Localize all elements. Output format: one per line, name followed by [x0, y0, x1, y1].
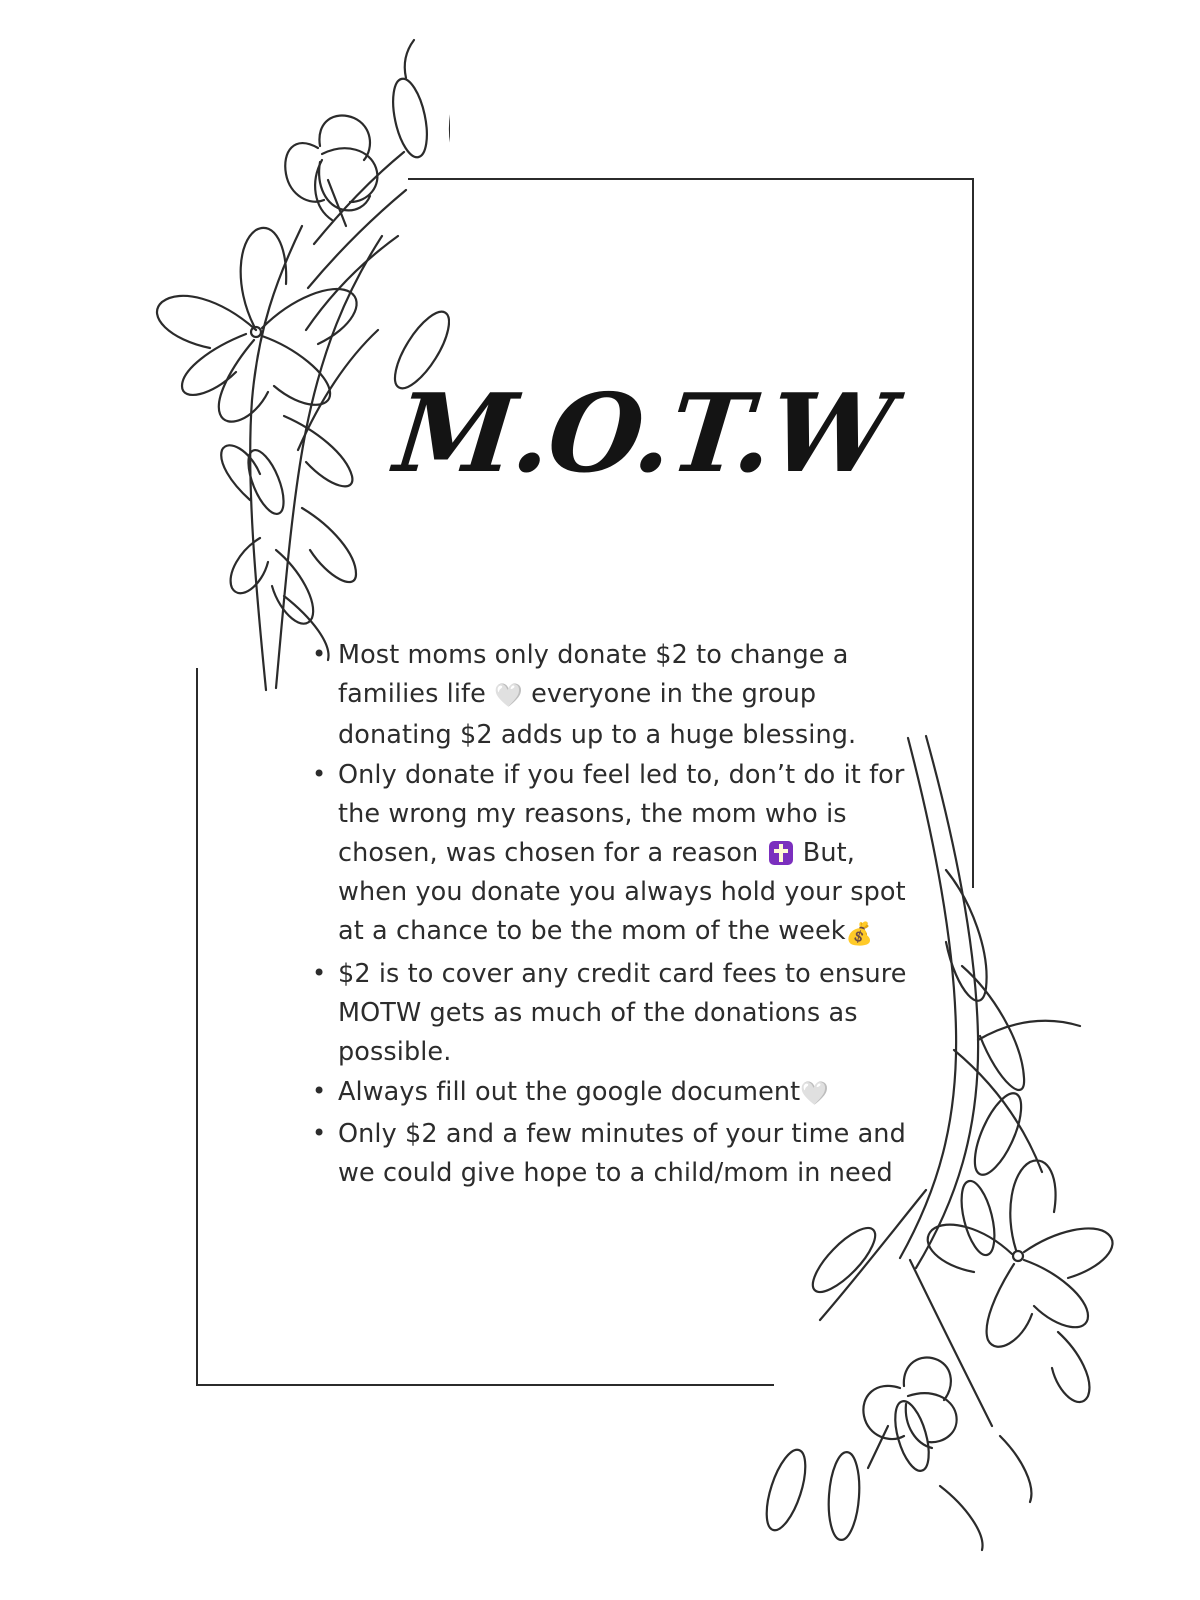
list-item-google-document — [338, 1073, 920, 1114]
white-heart-icon: 🤍 — [800, 1081, 830, 1107]
bullet-text-part: Most moms only donate $2 to change a families life — [338, 640, 849, 709]
list-item-donate-if-led — [338, 756, 920, 954]
list-item-credit-card-fees — [338, 955, 920, 1072]
bullet-list — [300, 636, 920, 1193]
list-item-hope-to-child — [338, 1115, 920, 1193]
bullet-text-part: everyone in the group donating $2 adds up to a huge blessing. — [338, 679, 857, 750]
bullet-text-part: $2 is to cover any credit card fees to ensure MOTW gets as much of the donations as possible. — [338, 959, 907, 1067]
list-item-donation-amount — [338, 636, 920, 755]
frame-left-line — [196, 668, 198, 1386]
frame-right-line — [972, 178, 974, 888]
white-heart-icon: 🤍 — [494, 683, 523, 709]
poster-content — [300, 371, 920, 1194]
page-title: M.O.T.W — [389, 371, 897, 497]
latin-cross-icon — [769, 841, 793, 865]
bullet-text-part: Only $2 and a few minutes of your time and we could give hope to a child/mom in need — [338, 1119, 906, 1188]
money-bag-icon: 💰 — [845, 922, 874, 947]
bullet-text-part: But, when you donate you always hold your spot at a chance to be the mom of the week — [338, 838, 906, 946]
frame-bottom-line — [196, 1384, 774, 1386]
bullet-text-part: Only donate if you feel led to, don’t do it for the wrong my reasons, the mom who is chosen, was chosen for a reason — [338, 760, 905, 868]
frame-top-line — [408, 178, 974, 180]
bullet-text-part: Always fill out the google document — [338, 1077, 801, 1107]
